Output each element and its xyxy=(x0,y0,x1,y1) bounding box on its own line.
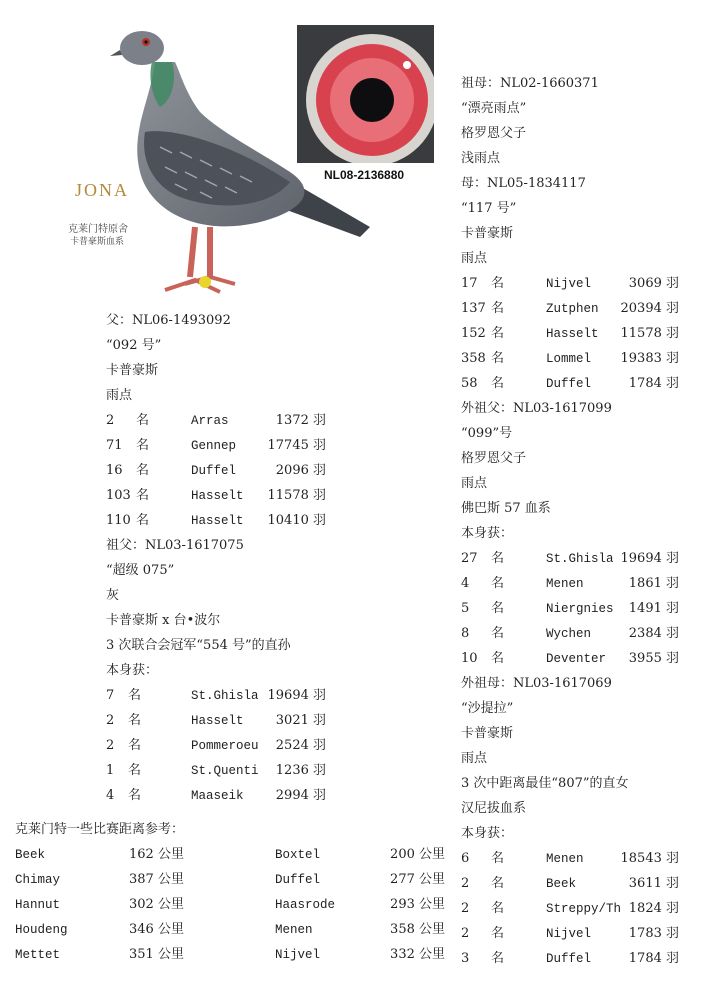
maternal-grandmother-self-label: 本身获： xyxy=(461,826,514,841)
distance-row: Chimay 387 公里 Duffel 277 公里 xyxy=(15,872,445,887)
grandmother-color: 浅雨点 xyxy=(461,151,501,166)
result-row: 4 名 Maaseik 2994 羽 xyxy=(106,788,326,803)
maternal-grandmother-ring: 外祖母：NL03-1617069 xyxy=(461,676,612,691)
result-row: 2 名 Nijvel 1783 羽 xyxy=(461,926,679,941)
father-color: 雨点 xyxy=(106,388,133,403)
eye-photo xyxy=(297,25,434,163)
maternal-grandfather-breed: 格罗恩父子 xyxy=(461,451,527,466)
result-row: 137 名 Zutphen 20394 羽 xyxy=(461,301,679,316)
maternal-grandfather-name: “099”号 xyxy=(461,426,513,441)
logo-text: JONA xyxy=(74,180,129,200)
result-row: 103 名 Hasselt 11578 羽 xyxy=(106,488,326,503)
result-row: 10 名 Deventer 3955 羽 xyxy=(461,651,679,666)
result-row: 2 名 Beek 3611 羽 xyxy=(461,876,679,891)
result-row: 4 名 Menen 1861 羽 xyxy=(461,576,679,591)
maternal-grandmother-color: 雨点 xyxy=(461,751,488,766)
result-row: 5 名 Niergnies 1491 羽 xyxy=(461,601,679,616)
grandfather-note: 3 次联合会冠军“554 号”的直孙 xyxy=(106,638,291,653)
jona-logo xyxy=(72,180,132,201)
maternal-grandmother-name: “沙提拉” xyxy=(461,701,514,716)
maternal-grandfather-self-label: 本身获： xyxy=(461,526,514,541)
result-row: 58 名 Duffel 1784 羽 xyxy=(461,376,679,391)
distance-row: Beek 162 公里 Boxtel 200 公里 xyxy=(15,847,445,862)
result-row: 2 名 Arras 1372 羽 xyxy=(106,413,326,428)
grandmother-ring: 祖母：NL02-1660371 xyxy=(461,76,599,91)
maternal-grandfather-line: 佛巴斯 57 血系 xyxy=(461,501,551,516)
result-row: 358 名 Lommel 19383 羽 xyxy=(461,351,679,366)
grandfather-self-label: 本身获： xyxy=(106,663,159,678)
mother-ring: 母：NL05-1834117 xyxy=(461,176,586,191)
result-row: 1 名 St.Quenti 1236 羽 xyxy=(106,763,326,778)
result-row: 16 名 Duffel 2096 羽 xyxy=(106,463,326,478)
father-breed: 卡普豪斯 xyxy=(106,363,159,378)
result-row: 7 名 St.Ghisla 19694 羽 xyxy=(106,688,326,703)
maternal-grandmother-line: 汉尼拔血系 xyxy=(461,801,527,816)
father-ring: 父：NL06-1493092 xyxy=(106,313,231,328)
result-row: 27 名 St.Ghisla 19694 羽 xyxy=(461,551,679,566)
result-row: 2 名 Streppy/Th 1824 羽 xyxy=(461,901,679,916)
grandmother-name: “漂亮雨点” xyxy=(461,101,527,116)
distance-row: Hannut 302 公里 Haasrode 293 公里 xyxy=(15,897,445,912)
result-row: 152 名 Hasselt 11578 羽 xyxy=(461,326,679,341)
grandfather-name: “超级 075” xyxy=(106,563,175,578)
result-row: 8 名 Wychen 2384 羽 xyxy=(461,626,679,641)
result-row: 2 名 Hasselt 3021 羽 xyxy=(106,713,326,728)
maternal-grandmother-note: 3 次中距离最佳“807”的直女 xyxy=(461,776,629,791)
result-row: 2 名 Pommeroeu 2524 羽 xyxy=(106,738,326,753)
maternal-grandmother-breed: 卡普豪斯 xyxy=(461,726,514,741)
mother-name: “117 号” xyxy=(461,201,517,216)
distance-row: Mettet 351 公里 Nijvel 332 公里 xyxy=(15,947,445,962)
eye-ring-number: NL08-2136880 xyxy=(324,168,405,182)
grandfather-breed: 卡普豪斯 x 台•波尔 xyxy=(106,613,221,628)
result-row: 6 名 Menen 18543 羽 xyxy=(461,851,679,866)
logo-caption-2: 卡普豪斯血系 xyxy=(70,237,125,247)
mother-color: 雨点 xyxy=(461,251,488,266)
result-row: 3 名 Duffel 1784 羽 xyxy=(461,951,679,966)
grandfather-color: 灰 xyxy=(106,588,120,603)
result-row: 110 名 Hasselt 10410 羽 xyxy=(106,513,326,528)
father-name: “092 号” xyxy=(106,338,162,353)
result-row: 71 名 Gennep 17745 羽 xyxy=(106,438,326,453)
grandmother-breed: 格罗恩父子 xyxy=(461,126,527,141)
distance-row: Houdeng 346 公里 Menen 358 公里 xyxy=(15,922,445,937)
maternal-grandfather-ring: 外祖父：NL03-1617099 xyxy=(461,401,612,416)
distances-title: 克莱门特一些比赛距离参考： xyxy=(15,822,185,837)
maternal-grandfather-color: 雨点 xyxy=(461,476,488,491)
result-row: 17 名 Nijvel 3069 羽 xyxy=(461,276,679,291)
logo-caption-1: 克莱门特原舍 xyxy=(68,224,128,235)
mother-breed: 卡普豪斯 xyxy=(461,226,514,241)
grandfather-ring: 祖父：NL03-1617075 xyxy=(106,538,244,553)
